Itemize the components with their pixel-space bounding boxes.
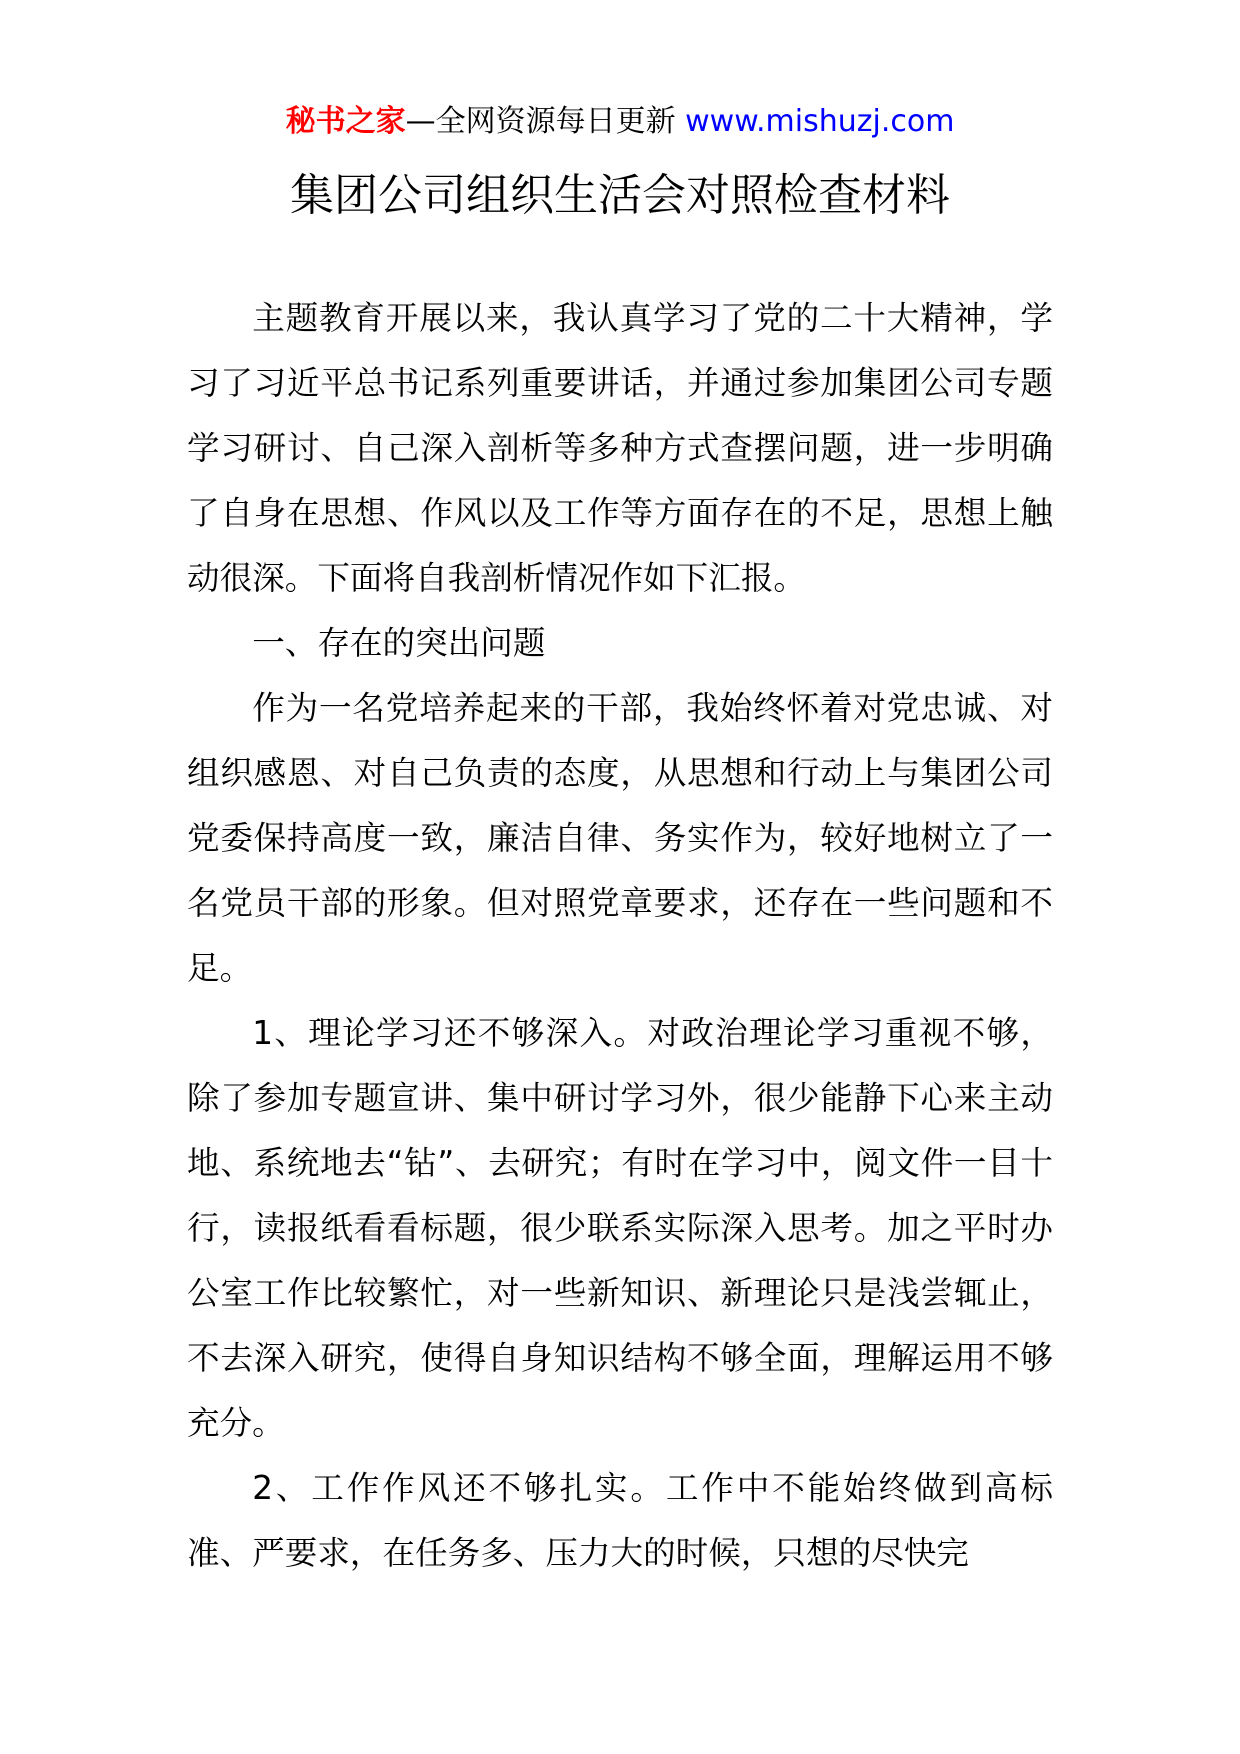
watermark-header [0, 100, 1240, 144]
paragraph-intro: 主题教育开展以来，我认真学习了党的二十大精神，学习了习近平总书记系列重要讲话，并通过参加集团公司专题学习研讨、自己深入剖析等多种方式查摆问题，进一步明确了自身在思想、作风以及工作等方面存在的不足，思想上触动很深。下面将自我剖析情况作如下汇报。 [187, 299, 1053, 597]
header-url[interactable]: www.mishuzj.com [685, 104, 955, 139]
brand-name: 秘书之家 [285, 104, 406, 139]
paragraph-point-1: 1、理论学习还不够深入。对政治理论学习重视不够，除了参加专题宣讲、集中研讨学习外，很少能静下心来主动地、系统地去“钻”、去研究；有时在学习中，阅文件一目十行，读报纸看看标题，很少联系实际深入思考。加之平时办公室工作比较繁忙，对一些新知识、新理论只是浅尝辄止，不去深入研究，使得自身知识结构不够全面，理解运用不够充分。 [187, 1014, 1053, 1442]
document-body [187, 286, 1053, 1586]
paragraph-point-2: 2、工作作风还不够扎实。工作中不能始终做到高标准、严要求，在任务多、压力大的时候，只想的尽快完 [187, 1469, 1053, 1572]
paragraph-overview: 作为一名党培养起来的干部，我始终怀着对党忠诚、对组织感恩、对自己负责的态度，从思想和行动上与集团公司党委保持高度一致，廉洁自律、务实作为，较好地树立了一名党员干部的形象。但对照党章要求，还存在一些问题和不足。 [187, 689, 1053, 987]
header-tagline: —全网资源每日更新 [405, 104, 686, 139]
section-heading: 一、存在的突出问题 [252, 624, 546, 662]
document-title: 集团公司组织生活会对照检查材料 [290, 170, 950, 221]
